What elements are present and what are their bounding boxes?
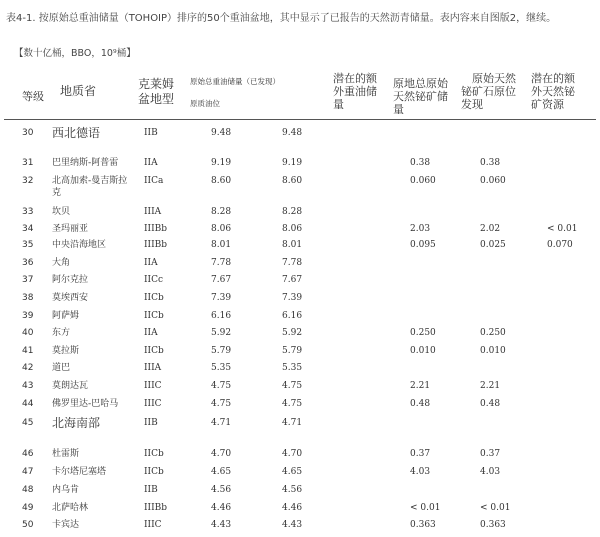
table-row <box>0 274 600 287</box>
table-row <box>0 502 600 515</box>
cell-v4: 4.03 <box>480 467 501 477</box>
cell-v2: 4.70 <box>282 449 303 459</box>
units-note: 【数十亿桶，BBO，10⁹桶】 <box>14 48 136 59</box>
cell-rank: 32 <box>22 176 34 186</box>
header-natbit-line2: 天然铋矿储 <box>393 90 448 103</box>
cell-cls: IIIBb <box>144 503 168 513</box>
cell-v3: 0.48 <box>410 399 431 409</box>
cell-v1: 4.43 <box>211 520 232 530</box>
cell-v2: 4.75 <box>282 399 303 409</box>
cell-v1: 8.06 <box>211 224 232 234</box>
cell-cls: IIA <box>144 258 158 268</box>
cell-basin: 道巴 <box>52 363 71 373</box>
cell-v3: 0.250 <box>410 328 436 338</box>
cell-v2: 7.67 <box>282 275 303 285</box>
cell-rank: 39 <box>22 311 34 321</box>
header-extra-bitumen <box>531 72 575 111</box>
table-row <box>0 206 600 219</box>
cell-v5: < 0.01 <box>547 224 578 234</box>
cell-rank: 42 <box>22 363 34 373</box>
cell-cls: IIB <box>144 128 158 138</box>
cell-basin-continued: 克 <box>52 188 62 198</box>
cell-rank: 45 <box>22 418 34 428</box>
cell-cls: IICb <box>144 449 164 459</box>
header-original-in-place: 原质油位 <box>190 99 220 108</box>
table-row <box>0 417 600 430</box>
cell-rank: 35 <box>22 240 34 250</box>
table-row <box>0 257 600 270</box>
header-disc-line2: 铋矿石原位 <box>461 85 516 98</box>
cell-basin: 阿萨姆 <box>52 311 80 321</box>
header-natbit-line1: 原地总原始 <box>393 77 448 90</box>
cell-basin: 北萨哈林 <box>52 503 89 513</box>
cell-v1: 5.79 <box>211 346 232 356</box>
cell-cls: IICa <box>144 176 164 186</box>
table-row <box>0 398 600 411</box>
cell-cls: IIA <box>144 158 158 168</box>
cell-v2: 4.65 <box>282 467 303 477</box>
cell-basin: 卡宾达 <box>52 520 80 530</box>
cell-v1: 4.70 <box>211 449 232 459</box>
cell-cls: IIIC <box>144 399 162 409</box>
table-row <box>0 223 600 236</box>
cell-rank: 41 <box>22 346 34 356</box>
header-potential-line1: 潜在的额 <box>333 72 377 85</box>
cell-rank: 37 <box>22 275 34 285</box>
header-discovered-bitumen <box>461 72 516 111</box>
table-row <box>0 239 600 252</box>
header-klemme-line1: 克莱姆 <box>138 77 175 91</box>
table-row <box>0 362 600 375</box>
cell-rank: 38 <box>22 293 34 303</box>
cell-v1: 4.65 <box>211 467 232 477</box>
cell-cls: IIB <box>144 485 158 495</box>
cell-rank: 44 <box>22 399 34 409</box>
cell-cls: IIIBb <box>144 240 168 250</box>
cell-v1: 6.16 <box>211 311 232 321</box>
table-row <box>0 345 600 358</box>
table-row <box>0 380 600 393</box>
cell-v2: 8.60 <box>282 176 303 186</box>
cell-v3: 4.03 <box>410 467 431 477</box>
table-row <box>0 519 600 532</box>
header-rank: 等级 <box>22 90 44 103</box>
cell-v2: 5.92 <box>282 328 303 338</box>
table-row <box>0 175 600 198</box>
table-row <box>0 292 600 305</box>
table-caption: 表4-1. 按原始总重油储量（TOHOIP）排序的50个重油盆地，其中显示了已报告的天然沥青储量。表内容来自图版2，继续。 <box>6 13 557 24</box>
cell-basin: 东方 <box>52 328 71 338</box>
cell-basin: 中央沿海地区 <box>52 240 107 250</box>
header-rule <box>4 119 596 120</box>
cell-rank: 49 <box>22 503 34 513</box>
cell-v1: 8.60 <box>211 176 232 186</box>
header-potential-line3: 量 <box>333 98 344 111</box>
cell-cls: IICb <box>144 293 164 303</box>
cell-v4: < 0.01 <box>480 503 511 513</box>
cell-v2: 9.48 <box>282 128 303 138</box>
cell-v2: 4.43 <box>282 520 303 530</box>
cell-rank: 33 <box>22 207 34 217</box>
cell-cls: IIB <box>144 418 158 428</box>
cell-rank: 36 <box>22 258 34 268</box>
table-row <box>0 466 600 479</box>
cell-v5: 0.070 <box>547 240 573 250</box>
cell-rank: 50 <box>22 520 34 530</box>
cell-basin: 圣玛丽亚 <box>52 224 89 234</box>
cell-v2: 7.78 <box>282 258 303 268</box>
cell-cls: IICb <box>144 311 164 321</box>
cell-v2: 8.06 <box>282 224 303 234</box>
header-potential-line2: 外重油储 <box>333 85 377 98</box>
header-disc-line3: 发现 <box>461 98 483 111</box>
cell-v2: 7.39 <box>282 293 303 303</box>
header-natbit-line3: 量 <box>393 103 404 116</box>
cell-cls: IIIC <box>144 520 162 530</box>
cell-cls: IIIA <box>144 363 162 373</box>
cell-v4: 0.250 <box>480 328 506 338</box>
cell-v4: 0.025 <box>480 240 506 250</box>
cell-cls: IICb <box>144 346 164 356</box>
table-row <box>0 157 600 170</box>
cell-v4: 0.363 <box>480 520 506 530</box>
cell-v2: 8.28 <box>282 207 303 217</box>
cell-v2: 4.56 <box>282 485 303 495</box>
cell-v3: < 0.01 <box>410 503 441 513</box>
cell-v3: 2.03 <box>410 224 431 234</box>
cell-v1: 7.67 <box>211 275 232 285</box>
cell-v2: 5.35 <box>282 363 303 373</box>
cell-basin: 莫朗达瓦 <box>52 381 89 391</box>
cell-rank: 46 <box>22 449 34 459</box>
cell-basin: 北高加索-曼吉斯拉 <box>52 176 128 186</box>
cell-v3: 0.37 <box>410 449 431 459</box>
cell-v4: 0.010 <box>480 346 506 356</box>
cell-v1: 8.28 <box>211 207 232 217</box>
cell-v4: 2.02 <box>480 224 501 234</box>
cell-cls: IICc <box>144 275 164 285</box>
cell-basin: 北海南部 <box>52 416 101 430</box>
cell-v3: 0.010 <box>410 346 436 356</box>
cell-cls: IICb <box>144 467 164 477</box>
cell-v1: 9.19 <box>211 158 232 168</box>
cell-rank: 30 <box>22 128 34 138</box>
cell-v1: 4.71 <box>211 418 232 428</box>
cell-rank: 40 <box>22 328 34 338</box>
cell-v1: 4.75 <box>211 381 232 391</box>
cell-rank: 47 <box>22 467 34 477</box>
header-extra-line2: 外天然铋 <box>531 85 575 98</box>
cell-v4: 0.48 <box>480 399 501 409</box>
cell-rank: 43 <box>22 381 34 391</box>
cell-v2: 6.16 <box>282 311 303 321</box>
cell-v2: 4.75 <box>282 381 303 391</box>
table-row <box>0 310 600 323</box>
cell-v4: 0.37 <box>480 449 501 459</box>
cell-rank: 31 <box>22 158 34 168</box>
cell-v1: 7.39 <box>211 293 232 303</box>
cell-v2: 8.01 <box>282 240 303 250</box>
table-row <box>0 448 600 461</box>
cell-cls: IIIC <box>144 381 162 391</box>
table-row <box>0 327 600 340</box>
header-klemme <box>138 77 174 107</box>
cell-rank: 48 <box>22 485 34 495</box>
cell-v1: 5.92 <box>211 328 232 338</box>
table-row <box>0 484 600 497</box>
cell-v2: 4.71 <box>282 418 303 428</box>
cell-v3: 0.095 <box>410 240 436 250</box>
cell-basin: 佛罗里达-巴哈马 <box>52 399 119 409</box>
header-original-total: 原始总重油储量（已发现） <box>190 77 280 86</box>
cell-v2: 4.46 <box>282 503 303 513</box>
header-extra-line1: 潜在的额 <box>531 72 575 85</box>
cell-basin: 莫埃西安 <box>52 293 89 303</box>
cell-v1: 8.01 <box>211 240 232 250</box>
cell-v2: 9.19 <box>282 158 303 168</box>
cell-basin: 西北德语 <box>52 126 101 140</box>
header-basin: 地质省 <box>60 84 97 98</box>
header-potential-heavy-oil <box>333 72 377 111</box>
cell-v1: 9.48 <box>211 128 232 138</box>
cell-rank: 34 <box>22 224 34 234</box>
cell-basin: 莫拉斯 <box>52 346 80 356</box>
cell-basin: 坎贝 <box>52 207 71 217</box>
cell-v3: 0.060 <box>410 176 436 186</box>
header-disc-line1: 原始天然 <box>472 72 516 85</box>
cell-v4: 0.38 <box>480 158 501 168</box>
cell-cls: IIIBb <box>144 224 168 234</box>
header-extra-line3: 矿资源 <box>531 98 564 111</box>
cell-v3: 0.363 <box>410 520 436 530</box>
cell-v4: 2.21 <box>480 381 501 391</box>
cell-basin: 杜雷斯 <box>52 449 80 459</box>
cell-v1: 4.56 <box>211 485 232 495</box>
cell-v2: 5.79 <box>282 346 303 356</box>
header-natural-bitumen <box>393 77 448 116</box>
cell-basin: 大角 <box>52 258 71 268</box>
cell-v3: 2.21 <box>410 381 431 391</box>
table-row <box>0 127 600 140</box>
cell-v1: 7.78 <box>211 258 232 268</box>
cell-v1: 5.35 <box>211 363 232 373</box>
cell-cls: IIA <box>144 328 158 338</box>
cell-v4: 0.060 <box>480 176 506 186</box>
cell-v3: 0.38 <box>410 158 431 168</box>
header-klemme-line2: 盆地型 <box>138 92 175 106</box>
cell-v1: 4.75 <box>211 399 232 409</box>
cell-basin: 内乌肯 <box>52 485 80 495</box>
cell-basin: 巴里纳斯-阿普雷 <box>52 158 119 168</box>
cell-basin: 阿尔克拉 <box>52 275 89 285</box>
cell-v1: 4.46 <box>211 503 232 513</box>
cell-basin: 卡尔塔尼塞塔 <box>52 467 107 477</box>
cell-cls: IIIA <box>144 207 162 217</box>
